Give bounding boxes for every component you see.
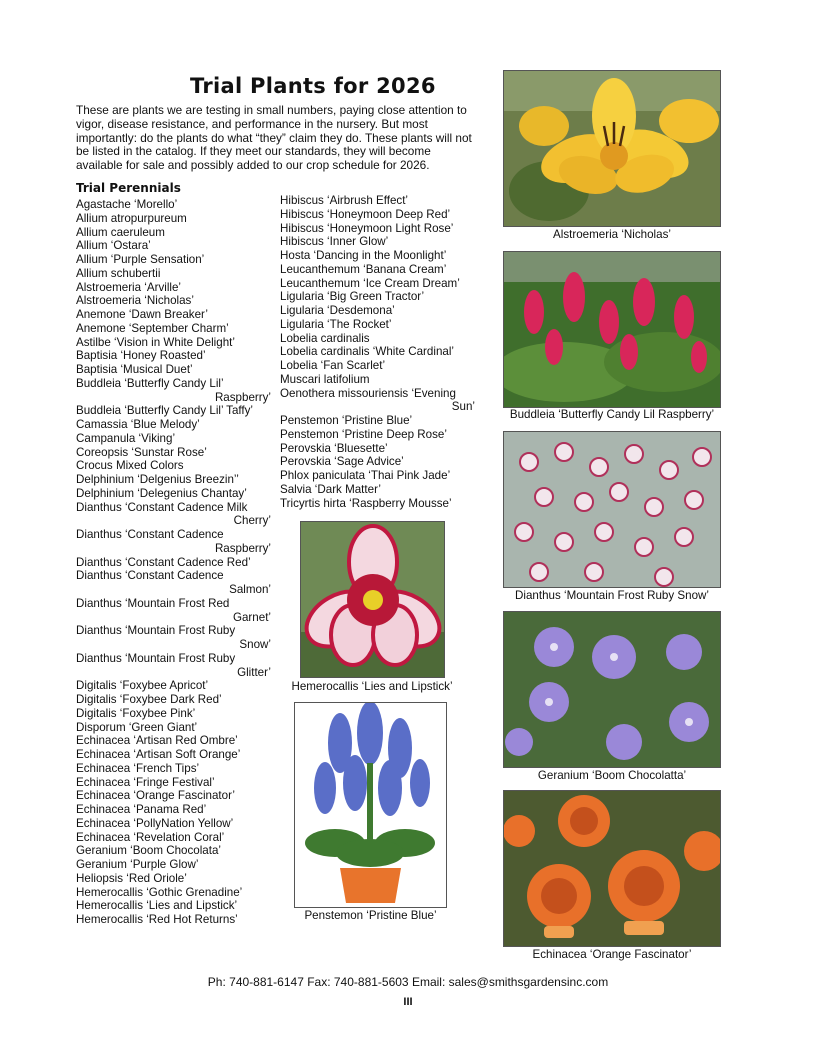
plant-list-item: Hemerocallis ‘Lies and Lipstick’: [76, 899, 238, 913]
plant-list-item: Hibiscus ‘Inner Glow’: [280, 235, 389, 249]
alstroemeria-caption: Alstroemeria ‘Nicholas’: [553, 228, 671, 241]
plant-list-item: Echinacea ‘Orange Fascinator’: [76, 789, 235, 803]
section-heading: Trial Perennials: [76, 181, 181, 195]
plant-list-item: Digitalis ‘Foxybee Pink’: [76, 706, 196, 720]
plant-list-item: Hemerocallis ‘Gothic Grenadine’: [76, 885, 243, 899]
page-title: Trial Plants for 2026: [190, 74, 436, 98]
plant-list-item: Buddleia ‘Butterfly Candy Lil’: [76, 376, 224, 390]
plant-list-item: Buddleia ‘Butterfly Candy Lil’ Taffy’: [76, 404, 254, 418]
plant-list-item: Snow’: [239, 638, 271, 651]
plant-list-item: Dianthus ‘Mountain Frost Ruby: [76, 624, 236, 638]
plant-list-item: Echinacea ‘Artisan Red Ombre’: [76, 734, 238, 748]
plant-list-item: Salvia ‘Dark Matter’: [280, 482, 381, 496]
plant-list-item: Anemone ‘September Charm’: [76, 321, 229, 335]
plant-list-item: Sun’: [451, 400, 475, 414]
plant-list-item: Alstroemeria ‘Nicholas’: [76, 294, 194, 308]
plant-list-item: Alstroemeria ‘Arville’: [76, 280, 182, 294]
plant-list-item: Campanula ‘Viking’: [76, 431, 176, 445]
plant-list-item: Hibiscus ‘Honeymoon Deep Red’: [280, 207, 451, 221]
plant-list-item: Dianthus ‘Mountain Frost Red: [76, 596, 230, 610]
plant-list-item: Allium ‘Purple Sensation’: [76, 253, 205, 266]
plant-list-item: Echinacea ‘Fringe Festival’: [76, 775, 215, 789]
plant-list-item: Allium ‘Ostara’: [76, 239, 151, 253]
plant-list-item: Ligularia ‘The Rocket’: [280, 317, 392, 331]
plant-list-item: Glitter’: [237, 665, 271, 679]
plant-list-item: Tricyrtis hirta ‘Raspberry Mousse’: [280, 496, 452, 510]
plant-list-item: Allium atropurpureum: [76, 211, 187, 225]
plant-list-item: Salmon’: [229, 583, 271, 596]
contact-footer: Ph: 740-881-6147 Fax: 740-881-5603 Email: sales@smithsgardensinc.com: [207, 975, 609, 989]
dianthus-caption: Dianthus ‘Mountain Frost Ruby Snow’: [515, 589, 709, 602]
plant-list-item: Perovskia ‘Bluesette’: [280, 441, 388, 455]
plant-list-item: Heliopsis ‘Red Oriole’: [76, 871, 187, 885]
plant-list-item: Echinacea ‘Artisan Soft Orange’: [76, 748, 241, 761]
plant-list-item: Disporum ‘Green Giant’: [76, 720, 198, 734]
plant-list-item: Agastache ‘Morello’: [76, 198, 178, 211]
geranium-caption: Geranium ‘Boom Chocolatta’: [537, 769, 687, 782]
plant-list-item: Hibiscus ‘Honeymoon Light Rose’: [280, 221, 454, 235]
plant-list-item: Dianthus ‘Constant Cadence: [76, 528, 224, 541]
plant-list-item: Baptisia ‘Musical Duet’: [76, 363, 193, 376]
plant-list-item: Anemone ‘Dawn Breaker’: [76, 308, 208, 321]
plant-list-item: Ligularia ‘Big Green Tractor’: [280, 290, 425, 304]
plant-list-item: Allium caeruleum: [76, 225, 165, 239]
plant-list-item: Lobelia ‘Fan Scarlet’: [280, 359, 386, 372]
plant-list-item: Echinacea ‘Revelation Coral’: [76, 830, 225, 844]
plant-list-item: Muscari latifolium: [280, 372, 370, 386]
penstemon-photo: [294, 702, 447, 908]
plant-list-item: Echinacea ‘French Tips’: [76, 761, 200, 775]
plant-list-item: Hosta ‘Dancing in the Moonlight’: [280, 249, 447, 262]
plant-list-item: Hemerocallis ‘Red Hot Returns’: [76, 913, 238, 926]
plant-list-item: Penstemon ‘Pristine Deep Rose’: [280, 427, 447, 441]
plant-list-item: Lobelia cardinalis: [280, 331, 370, 345]
plant-list-item: Raspberry’: [214, 541, 271, 555]
plant-list-item: Perovskia ‘Sage Advice’: [280, 455, 404, 469]
plant-list-item: Lobelia cardinalis ‘White Cardinal’: [280, 345, 454, 359]
plant-list-item: Ligularia ‘Desdemona’: [280, 304, 395, 317]
plant-list-item: Echinacea ‘Panama Red’: [76, 803, 207, 816]
dianthus-photo: [503, 431, 721, 588]
plant-list-column-2: [280, 194, 475, 510]
plant-list-item: Digitalis ‘Foxybee Dark Red’: [76, 693, 222, 706]
geranium-photo: [503, 611, 721, 768]
plant-list-item: Camassia ‘Blue Melody’: [76, 418, 200, 431]
intro-paragraph: These are plants we are testing in small numbers, paying close attention to vigor, disease resistance, and performance in the nursery. But most importantly: do the plants do what “they” claim they do. These plants will not be listed in the catalog. If they meet our standards, they will become available for sale and possibly added to our crop schedule for 2026.: [76, 103, 472, 173]
plant-list-item: Digitalis ‘Foxybee Apricot’: [76, 679, 209, 693]
alstroemeria-photo: [503, 70, 721, 227]
plant-list-item: Crocus Mixed Colors: [76, 459, 184, 473]
plant-list-item: Dianthus ‘Constant Cadence Red’: [76, 555, 251, 569]
plant-list-item: Garnet’: [232, 610, 271, 624]
plant-list-item: Echinacea ‘PollyNation Yellow’: [76, 816, 234, 830]
hemerocallis-caption: Hemerocallis ‘Lies and Lipstick’: [291, 680, 453, 693]
plant-list-item: Dianthus ‘Constant Cadence Milk: [76, 500, 248, 514]
plant-list-item: Allium schubertii: [76, 266, 161, 280]
plant-list-item: Dianthus ‘Constant Cadence: [76, 569, 224, 583]
plant-list-item: Hibiscus ‘Airbrush Effect’: [280, 194, 409, 207]
plant-list-item: Cherry’: [233, 514, 271, 528]
plant-list-item: Geranium ‘Purple Glow’: [76, 858, 199, 871]
hemerocallis-photo: [300, 521, 445, 678]
page-number: III: [403, 996, 413, 1008]
plant-list-item: Geranium ‘Boom Chocolata’: [76, 844, 221, 858]
plant-list-item: Astilbe ‘Vision in White Delight’: [76, 335, 235, 349]
plant-list-item: Raspberry’: [214, 390, 271, 404]
buddleia-photo: [503, 251, 721, 408]
plant-list-item: Dianthus ‘Mountain Frost Ruby: [76, 651, 236, 665]
plant-list-item: Penstemon ‘Pristine Blue’: [280, 414, 413, 427]
plant-list-item: Delphinium ‘Delgenius Breezin’’: [76, 473, 239, 486]
plant-list-item: Coreopsis ‘Sunstar Rose’: [76, 445, 207, 459]
plant-list-item: Delphinium ‘Delegenius Chantay’: [76, 486, 247, 500]
plant-list-item: Leucanthemum ‘Banana Cream’: [280, 262, 447, 276]
plant-list-item: Baptisia ‘Honey Roasted’: [76, 349, 206, 363]
echinacea-caption: Echinacea ‘Orange Fascinator’: [532, 948, 692, 961]
penstemon-caption: Penstemon ‘Pristine Blue’: [304, 909, 437, 922]
plant-list-item: Phlox paniculata ‘Thai Pink Jade’: [280, 469, 451, 482]
buddleia-caption: Buddleia ‘Butterfly Candy Lil Raspberry’: [509, 408, 715, 421]
plant-list-item: Oenothera missouriensis ‘Evening: [280, 386, 456, 400]
echinacea-photo: [503, 790, 721, 947]
plant-list-item: Leucanthemum ‘Ice Cream Dream’: [280, 276, 460, 290]
plant-list-column-1: [76, 198, 271, 927]
